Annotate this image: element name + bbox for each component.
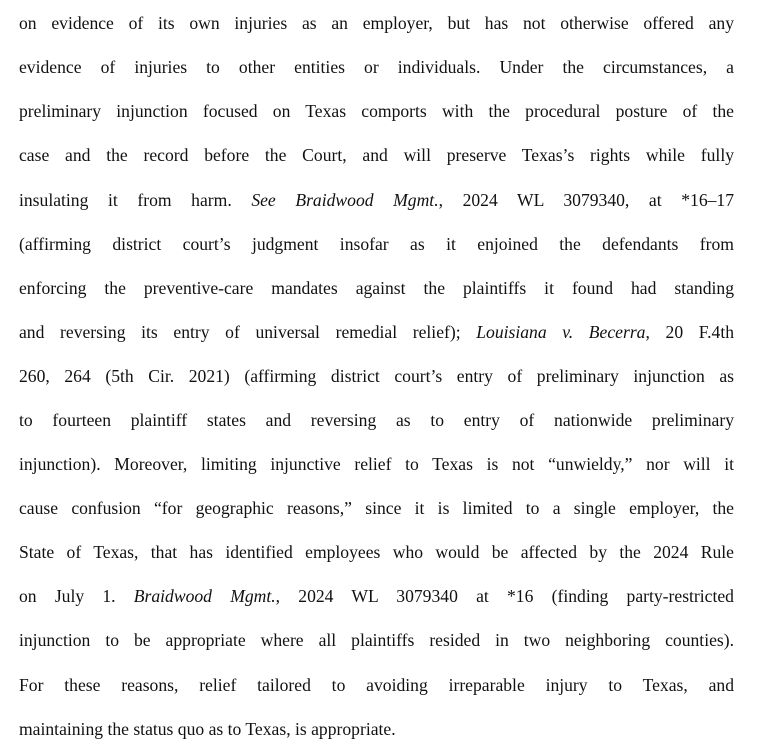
line-segment: enforcing the preventive-care mandates against the plaintiffs it found had standing — [19, 278, 734, 298]
line-segment: on evidence of its own injuries as an employer, but has not otherwise offered any — [19, 13, 734, 33]
line-segment: insulating it from harm. — [19, 190, 252, 210]
text-line — [19, 714, 734, 744]
line-segment: and reversing its entry of universal remedial relief); — [19, 322, 477, 342]
text-line — [19, 405, 734, 435]
text-line — [19, 449, 734, 479]
case-citation: Louisiana v. Becerra — [476, 322, 646, 342]
line-segment: injunction). Moreover, limiting injunctive relief to Texas is not “unwieldy,” nor will it — [19, 454, 734, 474]
line-segment: injunction to be appropriate where all plaintiffs resided in two neighboring counties). — [19, 630, 734, 650]
text-line — [19, 229, 734, 259]
line-segment: preliminary injunction focused on Texas comports with the procedural posture of the — [19, 101, 734, 121]
line-segment: , 2024 WL 3079340, at *16–17 — [438, 190, 735, 210]
line-segment: cause confusion “for geographic reasons,” since it is limited to a single employer, the — [19, 498, 734, 518]
text-line — [19, 8, 734, 38]
text-line — [19, 140, 734, 170]
line-segment: , 2024 WL 3079340 at *16 (finding party-restricted — [275, 586, 734, 606]
text-line — [19, 52, 734, 82]
line-segment: to fourteen plaintiff states and reversing as to entry of nationwide preliminary — [19, 410, 734, 430]
text-line — [19, 317, 734, 347]
line-segment: case and the record before the Court, and will preserve Texas’s rights while fully — [19, 145, 734, 165]
line-segment: , 20 F.4th — [645, 322, 734, 342]
line-segment: maintaining the status quo as to Texas, is appropriate. — [19, 719, 396, 739]
text-line — [19, 96, 734, 126]
text-line — [19, 273, 734, 303]
line-segment: State of Texas, that has identified employees who would be affected by the 2024 Rule — [19, 542, 734, 562]
line-segment: (affirming district court’s judgment insofar as it enjoined the defendants from — [19, 234, 734, 254]
text-line — [19, 581, 734, 611]
line-segment: evidence of injuries to other entities or individuals. Under the circumstances, a — [19, 57, 734, 77]
text-line — [19, 670, 734, 700]
line-segment: For these reasons, relief tailored to avoiding irreparable injury to Texas, and — [19, 675, 734, 695]
text-line — [19, 185, 734, 215]
case-citation: Braidwood Mgmt. — [133, 586, 276, 606]
case-citation: See Braidwood Mgmt. — [251, 190, 439, 210]
text-line — [19, 537, 734, 567]
text-line — [19, 361, 734, 391]
text-line — [19, 625, 734, 655]
line-segment: on July 1. — [19, 586, 134, 606]
line-segment: 260, 264 (5th Cir. 2021) (affirming district court’s entry of preliminary injunction as — [19, 366, 734, 386]
text-line — [19, 493, 734, 523]
